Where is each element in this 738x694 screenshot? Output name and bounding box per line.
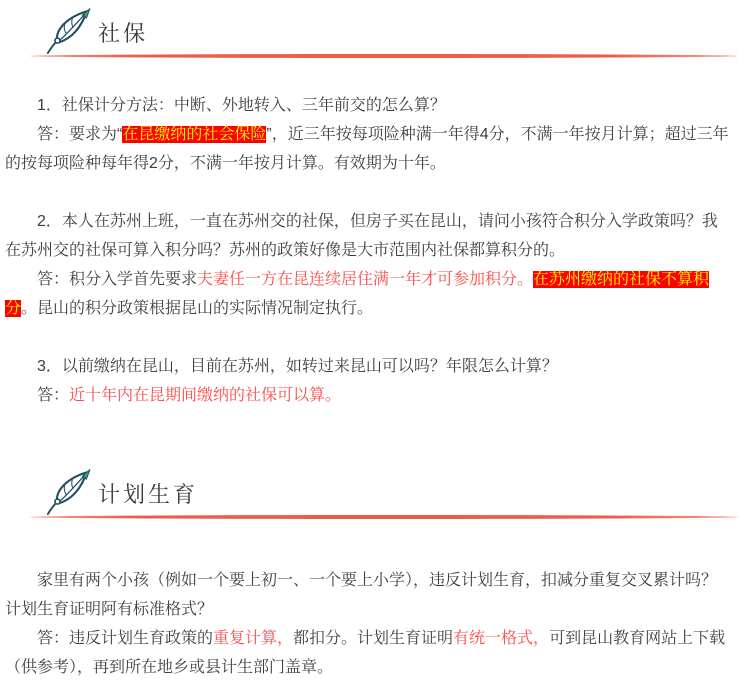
qa-block: [5, 352, 730, 410]
text-segment-normal: 。昆山的积分政策根据昆山的实际情况制定执行。: [21, 300, 374, 317]
accent-divider-line: [30, 54, 738, 58]
quill-pen-icon: [45, 8, 91, 54]
quill-pen-icon: [45, 469, 91, 515]
qa-article: [0, 6, 738, 694]
section-shebao: [0, 6, 738, 410]
text-segment-normal: 答：要求为“: [37, 126, 123, 143]
section-title: 社保: [98, 21, 149, 46]
section-jihua-shengyu: [0, 467, 738, 682]
question-paragraph: [5, 91, 730, 120]
page: [0, 6, 738, 694]
section-shebao-header: [0, 6, 738, 58]
qa-block: [5, 91, 730, 178]
text-segment-normal: 答：: [37, 387, 70, 404]
answer-paragraph: [5, 120, 730, 178]
question-paragraph: [5, 566, 730, 624]
text-segment-red: 近十年内在昆期间缴纳的社保可以算。: [69, 387, 342, 404]
qa-block: [5, 207, 730, 323]
text-segment-red: 夫妻任一方在昆连续居住满一年才可参加积分。: [197, 271, 534, 288]
text-segment-highlight: 在苏州缴纳的社保不算积分: [5, 271, 710, 317]
answer-paragraph: [5, 381, 730, 410]
qa-list-jihua-shengyu: [0, 566, 738, 682]
section-title: 计划生育: [98, 482, 199, 507]
question-paragraph: [5, 207, 730, 265]
accent-divider-line: [30, 515, 738, 519]
text-segment-red: 重复计算，: [213, 630, 294, 647]
text-segment-normal: 1．社保计分方法：中断、外地转入、三年前交的怎么算？: [37, 97, 446, 114]
qa-block: [5, 566, 730, 682]
text-segment-red: 有统一格式，: [453, 630, 550, 647]
qa-list-shebao: [0, 91, 738, 410]
section-jihua-shengyu-header: [0, 467, 738, 519]
text-segment-normal: 答：违反计划生育政策的: [37, 630, 214, 647]
question-paragraph: [5, 352, 730, 381]
text-segment-normal: 可到昆山教育网站上下载（供参考），再到所在地乡或县计生部门盖章。: [5, 630, 726, 676]
text-segment-normal: ”，近三年按每项险种满一年得4分，不满一年按月计算；超过三年的按每项险种每年得2分，不满一年按月计算。有效期为十年。: [5, 126, 729, 172]
text-segment-normal: 答：积分入学首先要求: [37, 271, 198, 288]
text-segment-normal: 3．以前缴纳在昆山，目前在苏州，如转过来昆山可以吗？年限怎么计算？: [37, 358, 558, 375]
text-segment-normal: 2．本人在苏州上班，一直在苏州交的社保，但房子买在昆山，请问小孩符合积分入学政策吗？我在苏州交的社保可算入积分吗？苏州的政策好像是大市范围内社保都算积分的。: [5, 213, 718, 259]
answer-paragraph: [5, 265, 730, 323]
answer-paragraph: [5, 624, 730, 682]
text-segment-normal: 家里有两个小孩（例如一个要上初一、一个要上小学），违反计划生育，扣减分重复交叉累计吗？计划生育证明阿有标准格式？: [5, 572, 718, 618]
text-segment-normal: 都扣分。计划生育证明: [293, 630, 454, 647]
text-segment-highlight: 在昆缴纳的社会保险: [122, 126, 267, 143]
